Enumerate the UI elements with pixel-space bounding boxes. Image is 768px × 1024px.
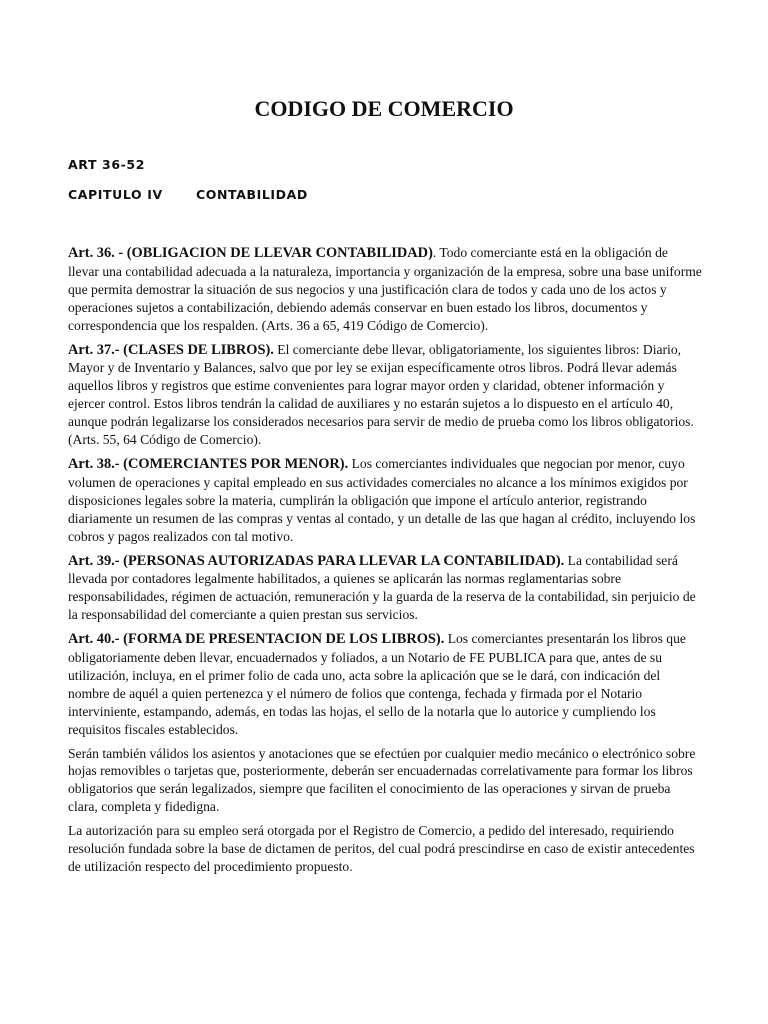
article-heading: Art. 36. - (OBLIGACION DE LLEVAR CONTABILIDAD)	[68, 245, 433, 261]
article-text: La contabilidad será llevada por contadores legalmente habilitados, a quienes se aplicarán las normas reglamentarias sobre responsabilidades, régimen de actuación, remuneración y la guarda de la reserva de la contabilidad, sin perjuicio de la responsabilidad del comerciante a quien prestan sus servicios.	[68, 552, 696, 623]
chapter-heading	[68, 187, 308, 202]
article-heading: Art. 40.- (FORMA DE PRESENTACION DE LOS LIBROS).	[68, 631, 445, 648]
chapter-number: CAPITULO IV	[68, 187, 163, 202]
paragraph-text: Serán también válidos los asientos y anotaciones que se efectúen por cualquier medio mecánico o electrónico sobre hojas removibles o tarjetas que, posteriormente, deberán ser encuadernadas correlativamente para formar los libros obligatorios que serán legalizados, siempre que faciliten el conocimiento de las operaciones y sirvan de prueba clara, completa y fidedigna.	[68, 745, 696, 815]
article-36	[68, 244, 702, 335]
paragraph-text: La autorización para su empleo será otorgada por el Registro de Comercio, a pedido del interesado, requiriendo resolución fundada sobre la base de dictamen de peritos, del cual podrá prescindirse en caso de existir antecedentes de utilización respecto del procedimiento propuesto.	[68, 823, 695, 874]
article-40-paragraph-3	[68, 822, 702, 876]
article-40-paragraph-2	[68, 745, 702, 817]
articles-range: ART 36-52	[68, 157, 145, 172]
article-39	[68, 552, 702, 625]
article-text: Los comerciantes individuales que negocian por menor, cuyo volumen de operaciones y capital empleado en sus actividades comerciales no alcance a los mínimos exigidos por disposiciones legales sobre la materia, cumplirán la obligación que impone el artículo anterior, registrando diariamente un resumen de las compras y ventas al contado, y un detalle de las que hagan al crédito, incluyendo los cobros y pagos realizados con tal motivo.	[68, 455, 696, 544]
article-38	[68, 455, 702, 546]
article-37	[68, 341, 702, 449]
article-heading: Art. 37.- (CLASES DE LIBROS).	[68, 341, 274, 358]
article-heading: Art. 39.- (PERSONAS AUTORIZADAS PARA LLEVAR LA CONTABILIDAD).	[68, 552, 565, 569]
document-body	[68, 244, 702, 882]
article-40	[68, 630, 702, 738]
article-text: El comerciante debe llevar, obligatoriamente, los siguientes libros: Diario, Mayor y de Inventario y Balances, salvo que por ley se exijan específicamente otros libros. Podrá llevar además aquellos libros y registros que estime convenientes para lograr mayor orden y claridad, obtener información y ejercer control. Estos libros tendrán la calidad de auxiliares y no estarán sujetos a lo dispuesto en el artículo 40, aunque podrán legalizarse los considerados necesarios para servir de medio de prueba como los libros obligatorios. (Arts. 55, 64 Código de Comercio).	[68, 341, 694, 448]
document-title: CODIGO DE COMERCIO	[254, 96, 514, 121]
chapter-name: CONTABILIDAD	[196, 187, 308, 202]
article-text: Los comerciantes presentarán los libros que obligatoriamente deben llevar, encuadernados y foliados, a un Notario de FE PUBLICA para que, antes de su utilización, incluya, en el primer folio de cada uno, acta sobre la aplicación que se le dará, con indicación del nombre de aquél a quien pertenezca y el número de folios que contenga, fechada y firmada por el Notario interviniente, estampando, además, en todas las hojas, el sello de la notarla que lo autorice y cumpliendo los requisitos fiscales establecidos.	[68, 631, 686, 737]
article-text: . Todo comerciante está en la obligación de llevar una contabilidad adecuada a la naturaleza, importancia y organización de la empresa, sobre una base uniforme que permita demostrar la situación de sus negocios y una justificación clara de todos y cada uno de los actos y operaciones sujetos a contabilización, debiendo además conservar en buen estado los libros, documentos y correspondencia que los respalden. (Arts. 36 a 65, 419 Código de Comercio).	[68, 245, 702, 333]
article-heading: Art. 38.- (COMERCIANTES POR MENOR).	[68, 455, 349, 472]
